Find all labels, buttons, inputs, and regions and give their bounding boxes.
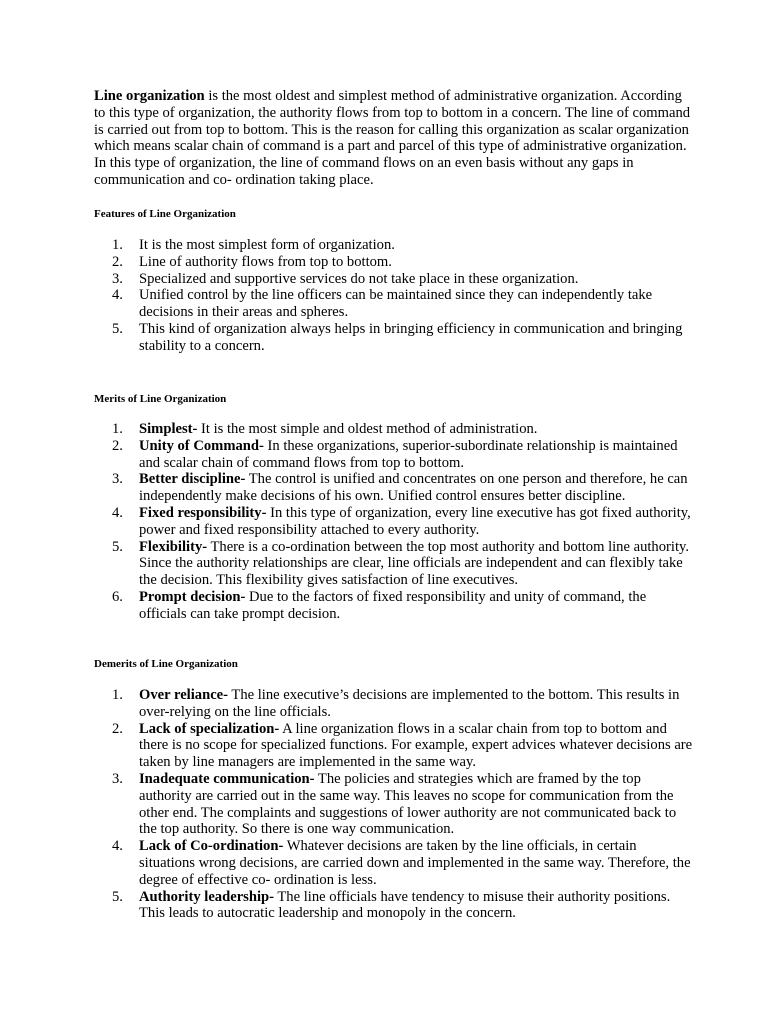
features-heading: Features of Line Organization xyxy=(94,208,236,220)
item-text: It is the most simple and oldest method of administration. xyxy=(197,421,538,437)
item-term: Simplest- xyxy=(139,421,198,437)
merits-heading: Merits of Line Organization xyxy=(94,393,227,405)
item-term: Over reliance- xyxy=(139,687,229,703)
item-number: 1. xyxy=(112,421,123,437)
item-text: Unified control by the line officers can be maintained since they can independently take decisions in their areas and spheres. xyxy=(139,287,653,321)
item-text: The line officials have tendency to misuse their authority positions. This leads to autocratic leadership and monopoly in the concern. xyxy=(139,888,671,922)
intro-text: is the most oldest and simplest method of administrative organization. According to this type of organization, the authority flows from top to bottom in a concern. The line of command is carried out from top to bottom. This is the reason for calling this organization as scalar organization which means scalar chain of command is a part and parcel of this type of administrative organization. In this type of organization, the line of command flows on an even basis without any gaps in communication and co- ordination taking place. xyxy=(94,88,691,188)
item-number: 3. xyxy=(112,770,123,787)
item-term: Inadequate communication- xyxy=(139,770,315,787)
item-number: 3. xyxy=(112,471,123,488)
item-number: 1. xyxy=(112,687,123,703)
list-item xyxy=(94,321,694,355)
list-item xyxy=(94,771,694,838)
item-number: 4. xyxy=(112,838,123,855)
list-item xyxy=(94,505,694,539)
list-item xyxy=(94,287,694,321)
list-item xyxy=(94,539,694,589)
list-item xyxy=(94,838,694,888)
list-item xyxy=(94,421,694,438)
item-number: 5. xyxy=(112,538,123,555)
item-text: There is a co-ordination between the top most authority and bottom line authority. Since the authority relationships are clear, line officials are independent and can flexibly take the decision. This flexibility gives satisfaction of line executives. xyxy=(139,538,689,589)
intro-paragraph xyxy=(94,88,694,189)
item-text: It is the most simplest form of organization. xyxy=(139,237,395,253)
item-term: Flexibility- xyxy=(139,538,208,555)
list-item xyxy=(94,254,694,271)
features-list xyxy=(94,237,694,355)
item-text: In this type of organization, every line executive has got fixed authority, power and fixed responsibility attached to every authority. xyxy=(139,504,691,538)
merits-list xyxy=(94,421,694,623)
item-number: 4. xyxy=(112,287,123,304)
item-number: 6. xyxy=(112,588,123,605)
list-item xyxy=(94,687,694,721)
item-text: Specialized and supportive services do not take place in these organization. xyxy=(139,270,579,287)
list-item xyxy=(94,471,694,505)
list-item xyxy=(94,271,694,288)
item-number: 2. xyxy=(112,720,123,737)
item-number: 1. xyxy=(112,237,123,253)
item-term: Prompt decision- xyxy=(139,588,246,605)
demerits-heading: Demerits of Line Organization xyxy=(94,658,238,670)
list-item xyxy=(94,237,694,254)
demerits-list xyxy=(94,687,694,922)
item-text: The policies and strategies which are framed by the top authority are carried out in the same way. This leaves no scope for communication from the other end. The complaints and suggestions of lower authority are not communicated back to the top authority. So there is one way communication. xyxy=(139,770,677,838)
item-number: 3. xyxy=(112,270,123,287)
item-term: Authority leadership- xyxy=(139,888,274,905)
item-term: Better discipline- xyxy=(139,471,246,488)
item-text: In these organizations, superior-subordinate relationship is maintained and scalar chain of command flows from top to bottom. xyxy=(139,437,678,471)
item-text: The line executive’s decisions are implemented to the bottom. This results in over-relying on the line officials. xyxy=(139,687,680,720)
item-text: The control is unified and concentrates on one person and therefore, he can independently make decisions of his own. Unified control ensures better discipline. xyxy=(139,471,688,505)
item-term: Fixed responsibility- xyxy=(139,504,267,521)
list-item xyxy=(94,438,694,472)
list-item xyxy=(94,589,694,623)
intro-term: Line organization xyxy=(94,88,205,104)
item-number: 2. xyxy=(112,253,123,270)
item-text: Due to the factors of fixed responsibility and unity of command, the officials can take prompt decision. xyxy=(139,588,647,622)
item-number: 2. xyxy=(112,437,123,454)
item-number: 5. xyxy=(112,888,123,905)
item-number: 4. xyxy=(112,504,123,521)
item-text: A line organization flows in a scalar chain from top to bottom and there is no scope for specialized functions. For example, expert advices whatever decisions are taken by line managers are implemented in the same way. xyxy=(139,720,693,771)
item-text: Whatever decisions are taken by the line officials, in certain situations wrong decisions, are carried down and implemented in the same way. Therefore, the degree of effective co- ordination is less. xyxy=(139,838,691,888)
list-item xyxy=(94,721,694,771)
item-number: 5. xyxy=(112,320,123,337)
item-term: Unity of Command- xyxy=(139,437,264,454)
item-text: Line of authority flows from top to bottom. xyxy=(139,253,392,270)
item-term: Lack of Co-ordination- xyxy=(139,838,284,855)
item-term: Lack of specialization- xyxy=(139,720,280,737)
item-text: This kind of organization always helps in bringing efficiency in communication and bringing stability to a concern. xyxy=(139,320,683,354)
list-item xyxy=(94,889,694,923)
